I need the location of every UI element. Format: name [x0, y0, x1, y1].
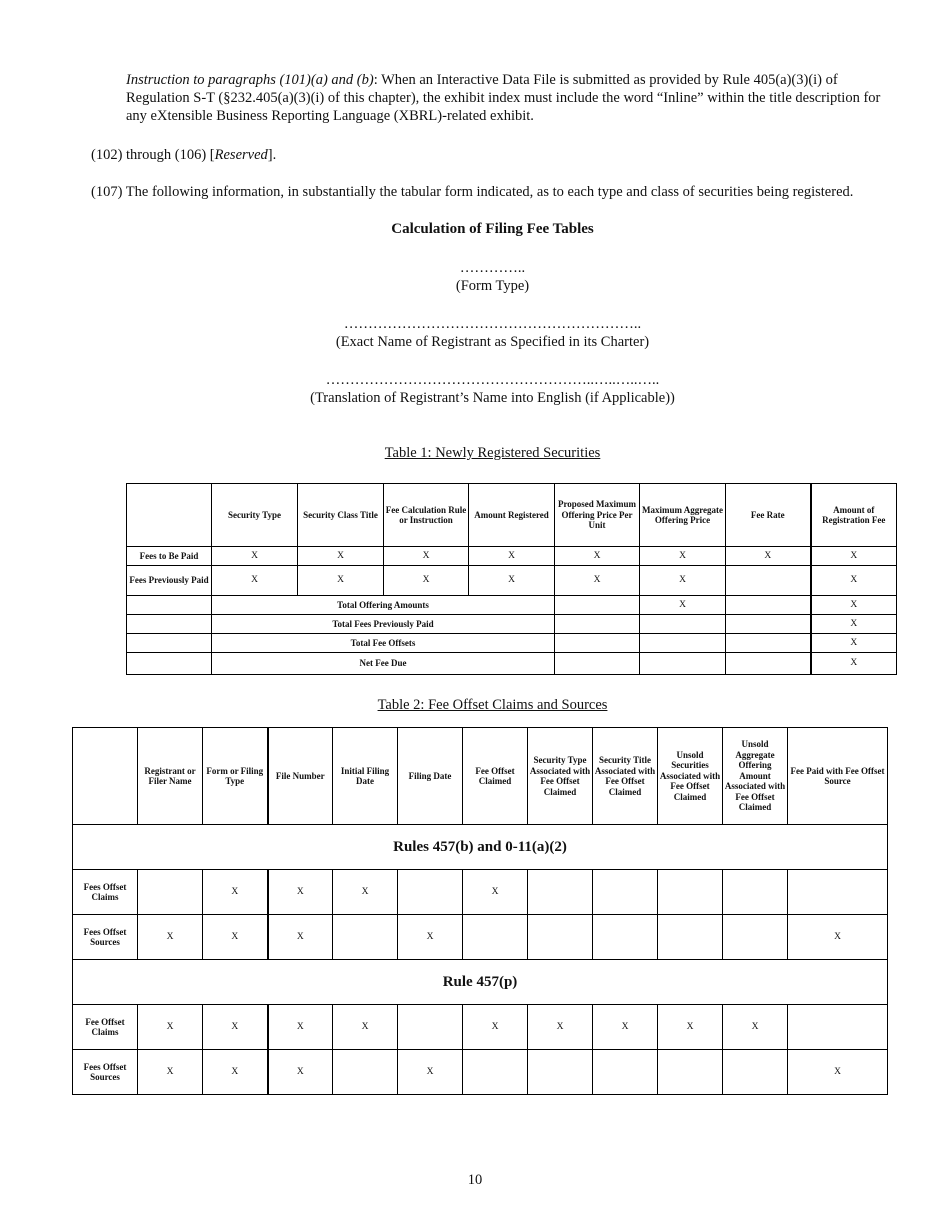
row-label: Fees to Be Paid [127, 547, 212, 566]
table-cell [658, 1050, 723, 1095]
table-cell: X [203, 915, 268, 960]
table-cell: X [333, 1005, 398, 1050]
table-cell [640, 634, 726, 653]
table-cell [398, 870, 463, 915]
table-cell: X [398, 1050, 463, 1095]
paragraph-102-suffix: ]. [267, 147, 277, 163]
table2-header-cell: Initial Filing Date [333, 728, 398, 825]
table-cell [127, 615, 212, 634]
table-cell: X [555, 547, 640, 566]
table1-header-row [127, 484, 897, 547]
fee-offset-claims-table [72, 727, 888, 1095]
table-cell [463, 915, 528, 960]
table-cell [463, 1050, 528, 1095]
table-cell: X [268, 915, 333, 960]
table-cell [658, 870, 723, 915]
table1-header-cell: Amount Registered [469, 484, 555, 547]
registrant-name-label: (Exact Name of Registrant as Specified in its Charter) [335, 334, 650, 350]
translation-label: (Translation of Registrant’s Name into English (if Applicable)) [310, 390, 675, 406]
table-cell: X [398, 915, 463, 960]
fee-tables-title: Calculation of Filing Fee Tables [391, 221, 594, 237]
table-cell [726, 566, 811, 596]
table-cell: X [212, 566, 298, 596]
table-cell: X [723, 1005, 788, 1050]
table1-header-cell [127, 484, 212, 547]
table-cell [723, 915, 788, 960]
table-cell [127, 634, 212, 653]
table-cell [726, 615, 811, 634]
table-cell: X [298, 566, 384, 596]
table-cell: X [268, 1050, 333, 1095]
section-title: Rules 457(b) and 0-11(a)(2) [73, 825, 888, 870]
table-cell: X [788, 915, 888, 960]
form-type-label: (Form Type) [455, 278, 530, 294]
table-cell: X [811, 615, 897, 634]
table-cell [726, 653, 811, 675]
instruction-text: : When an Interactive Data File is submitted as provided by Rule 405(a)(3)(i) of Regulation S-T (§232.405(a)(3)(i) of this chapter), the exhibit index must include the word “Inline” within the title description for any eXtensible Business Reporting Language (XBRL)-related exhibit. [126, 72, 881, 124]
table-cell: X [333, 870, 398, 915]
section-title: Rule 457(p) [73, 960, 888, 1005]
table-cell [788, 1005, 888, 1050]
table1-header-cell: Maximum Aggregate Offering Price [640, 484, 726, 547]
table-cell [555, 634, 640, 653]
table2-header-cell: Form or Filing Type [203, 728, 268, 825]
table-cell [555, 596, 640, 615]
table-row [73, 870, 888, 915]
table-cell: X [203, 870, 268, 915]
table-cell: X [203, 1050, 268, 1095]
row-label: Fee Offset Claims [73, 1005, 138, 1050]
table-cell: X [640, 596, 726, 615]
table-cell: X [212, 547, 298, 566]
table-cell [528, 1050, 593, 1095]
table-cell [640, 653, 726, 675]
table-cell: X [463, 870, 528, 915]
table-cell [593, 915, 658, 960]
totals-row [127, 653, 897, 675]
paragraph-102-prefix: (102) through (106) [ [91, 147, 215, 163]
table-cell [726, 596, 811, 615]
totals-label: Total Offering Amounts [212, 596, 555, 615]
paragraph-102 [91, 146, 276, 164]
table-cell [723, 870, 788, 915]
table-cell [333, 915, 398, 960]
table1-caption: Table 1: Newly Registered Securities [384, 445, 601, 461]
table-cell [528, 915, 593, 960]
table-cell: X [528, 1005, 593, 1050]
table-cell: X [268, 870, 333, 915]
table-cell [398, 1005, 463, 1050]
table2-header-cell: Fee Offset Claimed [463, 728, 528, 825]
table-cell [593, 870, 658, 915]
table-cell [658, 915, 723, 960]
table-cell [127, 596, 212, 615]
table-cell: X [384, 566, 469, 596]
table-cell [593, 1050, 658, 1095]
totals-label: Net Fee Due [212, 653, 555, 675]
table-cell: X [658, 1005, 723, 1050]
paragraph-107: (107) The following information, in substantially the tabular form indicated, as to each type and class of securities being registered. [91, 184, 854, 200]
table-cell: X [811, 653, 897, 675]
table-cell: X [811, 634, 897, 653]
table1-header-cell: Security Type [212, 484, 298, 547]
table-cell: X [640, 547, 726, 566]
instruction-label: Instruction to paragraphs (101)(a) and (b) [126, 72, 374, 88]
table-cell: X [203, 1005, 268, 1050]
totals-row [127, 615, 897, 634]
table-cell [555, 615, 640, 634]
paragraph-102-reserved: Reserved [214, 147, 268, 163]
table2-header-cell: Filing Date [398, 728, 463, 825]
table-cell: X [138, 1050, 203, 1095]
table-cell: X [811, 566, 897, 596]
table-cell: X [555, 566, 640, 596]
totals-row [127, 634, 897, 653]
section-row [73, 825, 888, 870]
table-cell: X [811, 596, 897, 615]
row-label: Fees Offset Claims [73, 870, 138, 915]
table2-header-cell: Fee Paid with Fee Offset Source [788, 728, 888, 825]
translation-dots: ………………………………………………..…..…..….. [325, 372, 660, 388]
table-row [127, 566, 897, 596]
table-cell: X [138, 915, 203, 960]
table-cell: X [469, 566, 555, 596]
table-cell [528, 870, 593, 915]
table-row [73, 1050, 888, 1095]
table-row [73, 915, 888, 960]
table2-header-cell: Registrant or Filer Name [138, 728, 203, 825]
table2-header-cell: File Number [268, 728, 333, 825]
table2-header-cell: Unsold Aggregate Offering Amount Associated with Fee Offset Claimed [723, 728, 788, 825]
table-cell: X [593, 1005, 658, 1050]
table-cell: X [384, 547, 469, 566]
table-cell: X [463, 1005, 528, 1050]
newly-registered-securities-table [126, 483, 897, 675]
table-cell [788, 870, 888, 915]
table1-header-cell: Security Class Title [298, 484, 384, 547]
form-type-dots: ………….. [459, 260, 526, 276]
table-cell [640, 615, 726, 634]
table2-header-cell: Security Type Associated with Fee Offset Claimed [528, 728, 593, 825]
table-cell: X [788, 1050, 888, 1095]
row-label: Fees Offset Sources [73, 915, 138, 960]
table-cell [726, 634, 811, 653]
table-row [73, 1005, 888, 1050]
table-cell: X [268, 1005, 333, 1050]
table-cell: X [811, 547, 897, 566]
row-label: Fees Previously Paid [127, 566, 212, 596]
row-label: Fees Offset Sources [73, 1050, 138, 1095]
table-cell: X [138, 1005, 203, 1050]
table-cell [555, 653, 640, 675]
totals-row [127, 596, 897, 615]
table1-header-cell: Amount of Registration Fee [811, 484, 897, 547]
table-cell [333, 1050, 398, 1095]
instruction-paragraph [126, 71, 896, 125]
table1-header-cell: Proposed Maximum Offering Price Per Unit [555, 484, 640, 547]
table-cell: X [726, 547, 811, 566]
table-cell: X [298, 547, 384, 566]
table-cell: X [640, 566, 726, 596]
totals-label: Total Fees Previously Paid [212, 615, 555, 634]
table2-header-cell [73, 728, 138, 825]
page-number: 10 [467, 1172, 483, 1188]
table-row [127, 547, 897, 566]
table1-header-cell: Fee Rate [726, 484, 811, 547]
table2-header-cell: Security Title Associated with Fee Offset Claimed [593, 728, 658, 825]
table-cell [138, 870, 203, 915]
table1-header-cell: Fee Calculation Rule or Instruction [384, 484, 469, 547]
registrant-name-dots: …………………………………………………….. [343, 316, 642, 332]
table-cell [723, 1050, 788, 1095]
table2-header-cell: Unsold Securities Associated with Fee Offset Claimed [658, 728, 723, 825]
table-cell [127, 653, 212, 675]
totals-label: Total Fee Offsets [212, 634, 555, 653]
table2-header-row [73, 728, 888, 825]
table2-caption: Table 2: Fee Offset Claims and Sources [377, 697, 608, 713]
table-cell: X [469, 547, 555, 566]
section-row [73, 960, 888, 1005]
